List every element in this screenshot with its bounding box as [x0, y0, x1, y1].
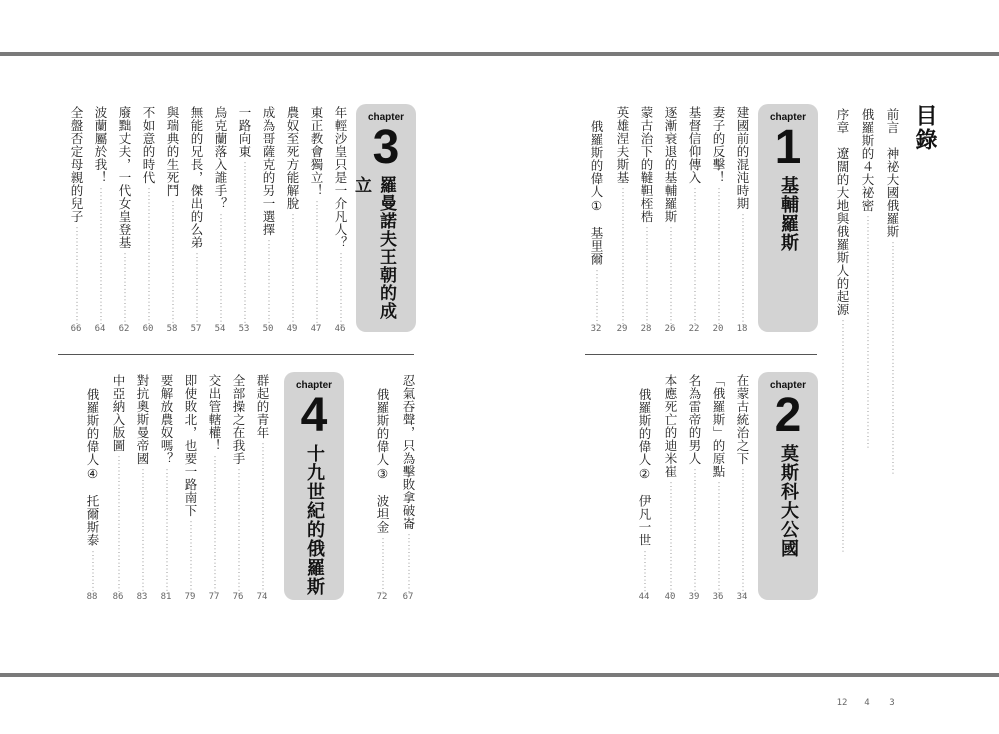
chapter-label: chapter: [295, 380, 333, 391]
chapter-name: 十九世紀的俄羅斯: [304, 444, 325, 596]
entry-title: 俄羅斯的４大祕密 ·····: [855, 108, 879, 590]
entry-page: 58: [166, 324, 178, 334]
entry-title: 對抗奧斯曼帝國 ·····: [130, 374, 154, 594]
bottom-rule: [0, 673, 999, 677]
chapter-number: 3: [372, 121, 400, 174]
entry-page: 62: [118, 324, 130, 334]
entry-page: 29: [616, 324, 628, 334]
entry-page: 66: [70, 324, 82, 334]
chapter-3-box[interactable]: [351, 104, 416, 332]
entry-title: 本應死亡的迪米崔 ·····: [658, 374, 682, 594]
entry-title: 逐漸衰退的基輔羅斯 ·····: [658, 106, 682, 326]
entry-title: 前言 神祕大國俄羅斯 ·····: [880, 108, 904, 590]
chapter-number: 2: [774, 389, 802, 442]
chapter-label: chapter: [367, 112, 405, 123]
entry-title: 群起的青年 ·····: [250, 374, 274, 594]
entry-title: 要解放農奴嗎？ ·····: [154, 374, 178, 594]
entry-page: 76: [232, 592, 244, 602]
entry-page: 72: [376, 592, 388, 602]
entry-title: 中亞納入版圖 ·····: [106, 374, 130, 594]
entry-page: 36: [712, 592, 724, 602]
entry-title: 全部操之在我手 ·····: [226, 374, 250, 594]
entry-page: 28: [640, 324, 652, 334]
chapter-name: 羅曼諾夫王朝的成立: [351, 176, 396, 320]
chapter-2-box[interactable]: [758, 372, 818, 600]
entry-page: 12: [836, 698, 848, 708]
chapter-4-box[interactable]: [284, 372, 344, 600]
entry-title: 建國前的混沌時期 ·····: [730, 106, 754, 326]
entry-page: 20: [712, 324, 724, 334]
entry-page: 39: [688, 592, 700, 602]
entry-title: 無能的兄長，傑出的么弟 ·····: [184, 106, 208, 326]
entry-page: 47: [310, 324, 322, 334]
entry-page: 67: [402, 592, 414, 602]
entry-title: 蒙古治下的韃靼桎梏 ·····: [634, 106, 658, 326]
toc-title: 目錄: [912, 104, 937, 152]
entry-title: 一路向東 ·····: [232, 106, 256, 326]
entry-title: 廢黜丈夫，一代女皇登基 ·····: [112, 106, 136, 326]
entry-page: 22: [688, 324, 700, 334]
chapter-1-box[interactable]: [758, 104, 818, 332]
chapter-label: chapter: [769, 380, 807, 391]
entry-page: 54: [214, 324, 226, 334]
entry-page: 26: [664, 324, 676, 334]
entry-page: 32: [590, 324, 602, 334]
entry-page: 57: [190, 324, 202, 334]
entry-page: 4: [864, 698, 870, 708]
entry-page: 46: [334, 324, 346, 334]
entry-title: 即使敗北，也要一路南下 ·····: [178, 374, 202, 594]
entry-title: 波蘭屬於我！ ·····: [88, 106, 112, 326]
entry-page: 60: [142, 324, 154, 334]
entry-page: 81: [160, 592, 172, 602]
entry-title: 全盤否定母親的兒子 ·····: [64, 106, 88, 326]
entry-title: 忍氣吞聲，只為擊敗拿破崙 ·····: [396, 374, 420, 594]
entry-page: 53: [238, 324, 250, 334]
entry-title: 俄羅斯的偉人② 伊凡一世 ·····: [632, 388, 656, 594]
divider-right: [585, 354, 817, 355]
entry-page: 77: [208, 592, 220, 602]
entry-page: 3: [889, 698, 895, 708]
top-rule: [0, 52, 999, 56]
entry-page: 50: [262, 324, 274, 334]
entry-title: 序章 遼闊的大地與俄羅斯人的起源 ·····: [830, 108, 854, 590]
entry-title: 交出管轄權！ ·····: [202, 374, 226, 594]
entry-title: 與瑞典的生死鬥 ·····: [160, 106, 184, 326]
entry-title: 名為雷帝的男人 ·····: [682, 374, 706, 594]
entry-title: 妻子的反擊！ ·····: [706, 106, 730, 326]
entry-title: 俄羅斯的偉人④ 托爾斯泰 ·····: [80, 388, 104, 594]
entry-page: 88: [86, 592, 98, 602]
entry-page: 18: [736, 324, 748, 334]
entry-title: 不如意的時代 ·····: [136, 106, 160, 326]
entry-title: 英雄涅夫斯基 ·····: [610, 106, 634, 326]
entry-page: 64: [94, 324, 106, 334]
chapter-number: 1: [774, 121, 802, 174]
entry-title: 俄羅斯的偉人③ 波坦金 ·····: [370, 388, 394, 594]
entry-page: 86: [112, 592, 124, 602]
entry-title: 俄羅斯的偉人① 基里爾 ·····: [584, 120, 608, 326]
entry-page: 79: [184, 592, 196, 602]
entry-title: 農奴至死方能解脫 ·····: [280, 106, 304, 326]
entry-page: 49: [286, 324, 298, 334]
chapter-name: 莫斯科大公國: [778, 444, 799, 558]
entry-title: 基督信仰傳入 ·····: [682, 106, 706, 326]
entry-page: 44: [638, 592, 650, 602]
entry-title: 年輕沙皇只是一介凡人？ ·····: [328, 106, 352, 326]
entry-title: 「俄羅斯」的原點 ·····: [706, 374, 730, 594]
entry-title: 烏克蘭落入誰手？ ·····: [208, 106, 232, 326]
divider-left: [58, 354, 414, 355]
entry-page: 34: [736, 592, 748, 602]
entry-title: 成為哥薩克的另一選擇 ·····: [256, 106, 280, 326]
chapter-label: chapter: [769, 112, 807, 123]
entry-page: 40: [664, 592, 676, 602]
entry-title: 東正教會獨立！ ·····: [304, 106, 328, 326]
entry-title: 在蒙古統治之下 ·····: [730, 374, 754, 594]
chapter-name: 基輔羅斯: [778, 176, 799, 252]
entry-page: 83: [136, 592, 148, 602]
entry-page: 74: [256, 592, 268, 602]
chapter-number: 4: [300, 389, 328, 442]
